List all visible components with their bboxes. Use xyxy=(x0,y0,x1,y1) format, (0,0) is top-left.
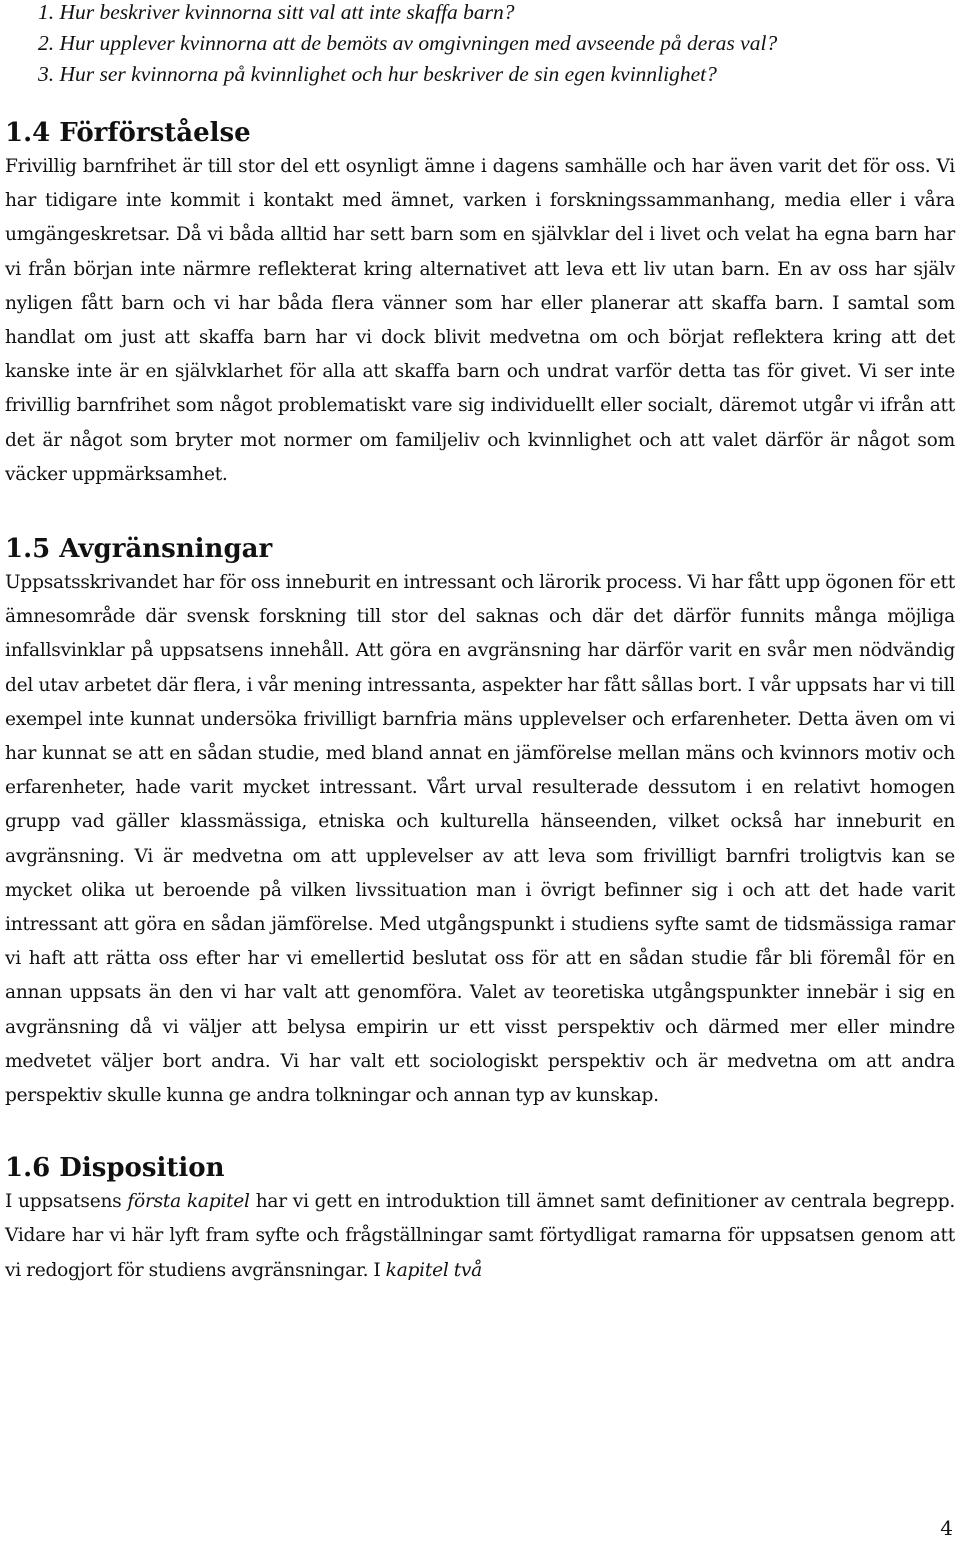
page-number: 4 xyxy=(940,1516,953,1540)
section-disposition xyxy=(5,1151,955,1288)
research-questions-list xyxy=(5,0,955,90)
italic-term-kapitel-tva: kapitel två xyxy=(385,1259,483,1281)
section-avgransningar xyxy=(5,532,955,1113)
section-heading-1-6: 1.6 Disposition xyxy=(5,1153,225,1184)
section-heading-1-4: 1.4 Förförståelse xyxy=(5,118,251,148)
document-page xyxy=(5,0,955,1288)
section-paragraph-1-4: Frivillig barnfrihet är till stor del ett osynligt ämne i dagens samhälle och har även varit det för oss. Vi har tidigare inte kommit i kontakt med ämnet, varken i forskningssammanhang, media eller i våra umgängeskretsar. Då vi båda alltid har sett barn som en självklar del i livet och velat ha egna barn har vi från början inte närmre reflekterat kring alternativet att leva ett liv utan barn. En av oss har själv nyligen fått barn och vi har båda flera vänner som har eller planerar att skaffa barn. I samtal som handlat om just att skaffa barn har vi dock blivit medvetna om och börjat reflektera kring att det kanske inte är en självklarhet för alla att skaffa barn och undrat varför detta tas för givet. Vi ser inte frivillig barnfrihet som något problematiskt vare sig individuellt eller socialt, däremot utgår vi ifrån att det är något som bryter mot normer om familjeliv och kvinnlighet och att valet därför är något som väcker uppmärksamhet. xyxy=(5,156,955,485)
section-forforstaelse xyxy=(5,116,955,492)
section-paragraph-1-5: Uppsatsskrivandet har för oss inneburit en intressant och lärorik process. Vi har fått upp ögonen för ett ämnesområde där svensk forskning till stor del saknas och där det därför funnits många möjliga infallsvinklar på uppsatsens innehåll. Att göra en avgränsning har därför varit en svår men nödvändig del utav arbetet där flera, i vår mening intressanta, aspekter har fått sållas bort. I vår uppsats har vi till exempel inte kunnat undersöka frivilligt barnfria mäns upplevelser och erfarenheter. Detta även om vi har kunnat se att en sådan studie, med bland annat en jämförelse mellan mäns och kvinnors motiv och erfarenheter, hade varit mycket intressant. Vårt urval resulterade dessutom i en relativt homogen grupp vad gäller klassmässiga, etniska och kulturella hänseenden, vilket också har inneburit en avgränsning. Vi är medvetna om att upplevelser av att leva som frivilligt barnfri troligtvis kan se mycket olika ut beroende på vilken livssituation man i övrigt befinner sig i och att det hade varit intressant att göra en sådan jämförelse. Med utgångspunkt i studiens syfte samt de tidsmässiga ramar vi haft att rätta oss efter har vi emellertid beslutat oss för att en sådan studie får bli föremål för en annan uppsats än den vi har valt att genomföra. Valet av teoretiska utgångspunkter innebär i sig en avgränsning då vi väljer att belysa empirin ur ett visst perspektiv och därmed mer eller mindre medvetet väljer bort andra. Vi har valt ett sociologiskt perspektiv och är medvetna om att andra perspektiv skulle kunna ge andra tolkningar och annan typ av kunskap. xyxy=(5,572,955,1107)
research-question-3: 3. Hur ser kvinnorna på kvinnlighet och hur beskriver de sin egen kvinnlighet? xyxy=(38,62,717,86)
italic-term-forsta-kapitel: första kapitel xyxy=(127,1191,250,1213)
text-run: I uppsatsens xyxy=(5,1191,128,1213)
text-run: har vi gett en introduktion till ämnet samt definitioner av centrala begrepp. Vidare har vi här lyft fram syfte och frågställningar samt förtydligat ramarna för uppsatsen genom att vi redogjort för studiens avgränsningar. I xyxy=(5,1191,956,1281)
research-question-2: 2. Hur upplever kvinnorna att de bemöts av omgivningen med avseende på deras val? xyxy=(38,31,778,55)
section-heading-1-5: 1.5 Avgränsningar xyxy=(5,534,273,565)
research-question-1: 1. Hur beskriver kvinnorna sitt val att inte skaffa barn? xyxy=(38,0,515,24)
section-paragraph-1-6 xyxy=(5,1185,955,1288)
